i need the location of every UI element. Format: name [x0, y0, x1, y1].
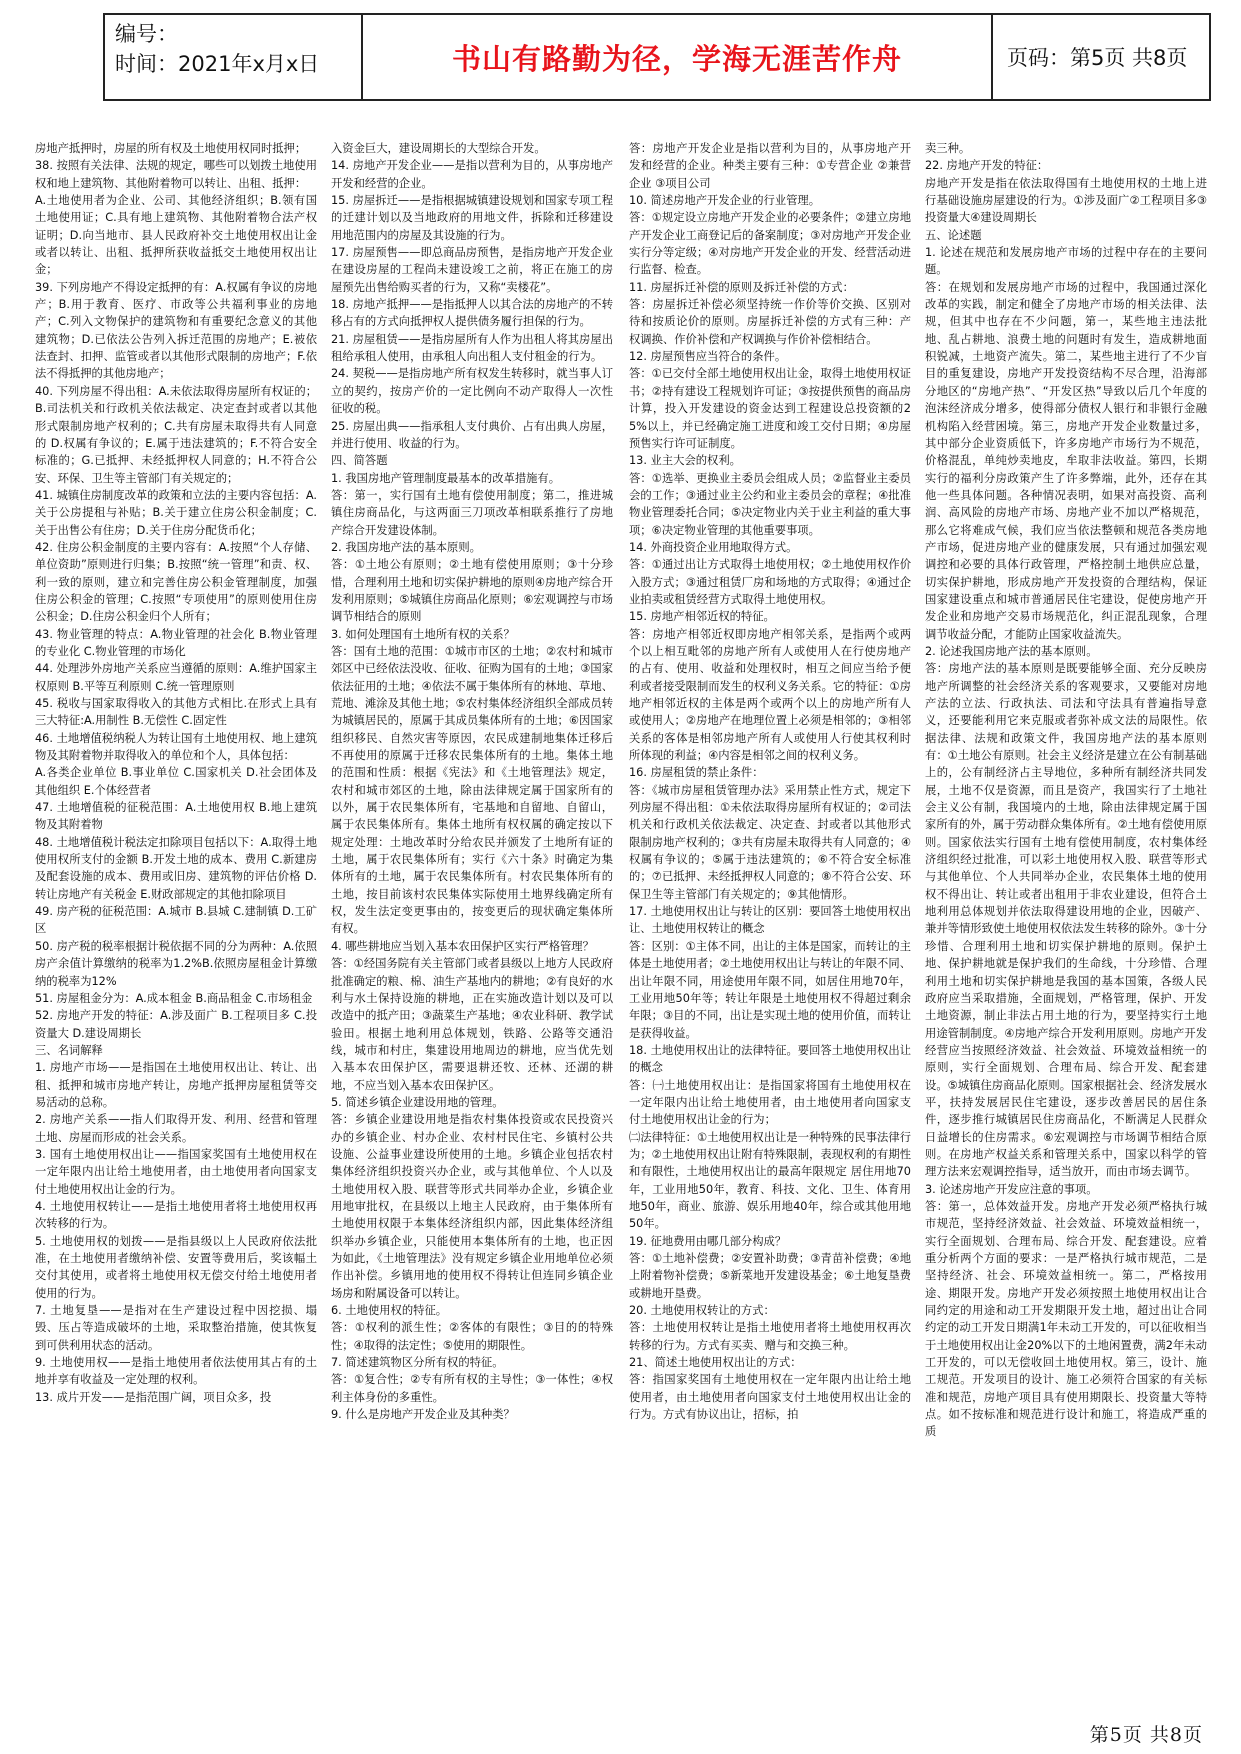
paragraph: 1. 我国房地产管理制度最基本的改革措施有。 — [331, 471, 561, 485]
paragraph: 答：①已交付全部土地使用权出让金，取得土地使用权证书；②持有建设工程规划许可证；③按提供预售的商品房计算，投入开发建设的资金达到工程建设总投资额的25%以上，并已经确定施工进度和竣工交付日期；④房屋预售实行许可证制度。 — [629, 367, 911, 450]
paragraph: 52. 房地产开发的特征：A.涉及面广 B.工程项目多 C.投资量大 D.建设周期长 — [35, 1009, 317, 1040]
paragraph: 答：土地使用权转让是指土地使用者将土地使用权再次转移的行为。方式有买卖、赠与和交换三种。 — [629, 1321, 911, 1352]
paragraph: 3. 国有土地使用权出让——指国家奖国有土地使用权在一定年限内出让给土地使用者，由土地使用者向国家支付土地使用权出让金的行为。 — [35, 1147, 317, 1196]
paragraph: 答：在规划和发展房地产市场的过程中，我国通过深化改革的实践，制定和健全了房地产市场的相关法律、法规，但其中也存在不少问题，第一，某些地主违法批地、乱占耕地、浪费土地的问题时有发生，造成耕地面积锐减，土地资产流失。第二，某些地主进行了不少盲目的重复建设，房地产开发投资结构不尽合理，沿海部分地区的“房地产热”、“开发区热”导致以后几个年度的泡沫经济成分增多，使得部分债权人银行和非银行金融机构陷入经营困境。第三，房地产开发企业数量过多，其中部分企业资质低下，许多房地产市场行为不规范，价格混乱，单纯炒卖地皮，牟取非法收益。第四，长期实行的福利分房政策产生了许多弊端，此外，还存在其他一些具体问题。各种情况表明，如果对高投资、高利润、高风险的房地产市场、房地产业不加以严格规范，那么它将难成气候，我们应当依法整顿和规范各类房地产市场，促进房地产业的健康发展，只有通过加强宏观调控和必要的具体行政管理，严格控制土地供应总量，切实保护耕地，形成房地产开发投资的合理结构，保证国家建设重点和城市普通居民住宅建设，促使房地产开发企业和房地产交易市场规范化，纠正混乱现象，合理调节收益分配，才能防止国家收益流失。 — [925, 280, 1207, 641]
paragraph: 答：《城市房屋租赁管理办法》采用禁止性方式，规定下列房屋不得出租：①未依法取得房屋所有权证的；②司法机关和行政机关依法裁定、决定查、封或者以其他形式限制房地产权利的；③共有房屋未取得共有人同意的；④权属有争议的；⑤属于违法建筑的；⑥不符合安全标准的；⑦已抵押、未经抵押权人同意的；⑧不符合公安、环保卫生等主管部门有关规定的；⑨其他情形。 — [629, 783, 911, 901]
header-meta — [105, 15, 363, 99]
text-column-3 — [629, 140, 911, 1705]
header-page-cell — [993, 15, 1209, 99]
paragraph: 答：第一，总体效益开发。房地产开发必须严格执行城市规范，坚持经济效益、社会效益、环境效益相统一，实行全面规划、合理布局、综合开发、配套建设。应着重分析两个方面的要求：一是严格执行城市规范，二是坚持经济、社会、环境效益相统一。第二，严格按用途、期限开发。房地产开发必须按照土地使用权出让合同约定的用途和动工开发期限开发土地，超过出让合同约定的动工开发日期满1年未动工开发的，可以征收相当于土地使用权出让金20%以下的土地闲置费，满2年未动工开发的，可以无偿收回土地使用权。第三，设计、施工规范。开发项目的设计、施工必须符合国家的有关标准和规范，房地产项目具有使用期限长、投资量大等特点。如不按标准和规范进行设计和施工，将造成严重的质 — [925, 1199, 1207, 1439]
document-time-label: 时间：2021年x月x日 — [115, 52, 320, 76]
paragraph: 14. 房地产开发企业——是指以营利为目的，从事房地产开发和经营的企业。 — [331, 159, 613, 190]
paragraph: 答：①权利的派生性；②客体的有限性；③目的的特殊性；④取得的法定性；⑤使用的期限性。 — [331, 1321, 613, 1352]
paragraph: 答：房地产开发企业是指以营利为目的，从事房地产开发和经营的企业。种类主要有三种：①专营企业 ②兼营企业 ③项目公司 — [629, 142, 911, 190]
paragraph: 6. 土地使用权的特征。 — [331, 1304, 448, 1318]
paragraph: 49. 房产税的征税范围：A.城市 B.县城 C.建制镇 D.工矿区 — [35, 905, 317, 936]
paragraph: ㈡法律特征：①土地使用权出让是一种特殊的民事法律行为；②土地使用权出让附有特殊限制，表现权利的有期性和有限性，土地使用权出让的最高年限规定 居住用地70年，工业用地50年，教育、科技、文化、卫生、体育用地50年，商业、旅游、娱乐用地40年，综合或其他用地50年。 — [629, 1130, 911, 1231]
paragraph: 答：㈠土地使用权出让：是指国家将国有土地使用权在一定年限内出让给土地使用者，由土地使用者向国家支付土地使用权出让金的行为； — [629, 1078, 911, 1127]
text-column-4 — [925, 140, 1207, 1705]
page-footer: 第5页 共8页 — [1089, 1724, 1203, 1746]
paragraph: 40. 下列房屋不得出租：A.未依法取得房屋所有权证的；B.司法机关和行政机关依法裁定、决定查封或者以其他形式限制房地产权利的；C.共有房屋未取得共有人同意的 D.权属有争议的；E.属于违法建筑的；F.不符合安全标准的；G.已抵押、未经抵押权人同意的；H.不符合公安、环保、卫生等主管部门有关规定的； — [35, 384, 317, 485]
paragraph: 39. 下列房地产不得设定抵押的有：A.权属有争议的房地产；B.用于教育、医疗、市政等公共福利事业的房地产；C.列入文物保护的建筑物和有重要纪念意义的其他建筑物；D.已依法公告列入拆迁范围的房地产；E.被依法查封、扣押、监管或者以其他形式限制的房地产；F.依法不得抵押的其他房地产； — [35, 280, 317, 381]
paragraph: 5. 土地使用权的划拨——是指县级以上人民政府依法批准，在土地使用者缴纳补偿、安置等费用后，奖该幅土交付其使用，或者将土地使用权无偿交付给土地使用者使用的行为。 — [35, 1234, 317, 1300]
paragraph: 42. 住房公积金制度的主要内容有：A.按照“个人存储、单位资助”原则进行归集；B.按照“统一管理”和责、权、利一致的原则，建立和完善住房公积金管理制度，加强住房公积金的管理；C.按照“专项使用”的原则使用住房公积金；D.住房公积金归个人所有； — [35, 540, 317, 624]
paragraph: 1. 论述在规范和发展房地产市场的过程中存在的主要问题。 — [925, 246, 1207, 277]
paragraph: 答：房屋拆迁补偿必须坚持统一作价等价交换、区别对待和按质论价的原则。房屋拆迁补偿的方式有三种：产权调换、作价补偿和产权调换与作价补偿相结合。 — [629, 298, 911, 346]
paragraph: 14. 外商投资企业用地取得方式。 — [629, 540, 798, 554]
paragraph: 24. 契税——是指房地产所有权发生转移时，就当事人订立的契约，按房产价的一定比例向不动产取得人一次性征收的税。 — [331, 367, 613, 416]
paragraph: 9. 什么是房地产开发企业及其种类？ — [331, 1408, 515, 1422]
paragraph: 21、简述土地使用权出让的方式： — [629, 1356, 802, 1370]
paragraph: 15. 房地产相邻近权的特征。 — [629, 610, 775, 624]
paragraph: 答：乡镇企业建设用地是指农村集体投资或农民投资兴办的乡镇企业、村办企业、农村村民住宅、乡镇村公共设施、公益事业建设所使用的土地。乡镇企业包括农村集体经济组织投资兴办企业，或与其他单位、个人以及土地使用权入股、联营等形式共同举办企业，乡镇企业用地审批权，在县级以上地主人民政府，由于集体所有土地使用权限于本集体经济组织内部，因此集体经济组织举办乡镇企业，只能使用本集体所有的土地，也正因为如此，《土地管理法》没有规定乡镇企业用地单位必须作出补偿。乡镇用地的使用权不得转让但连同乡镇企业场房和附属设备可以转让。 — [331, 1113, 613, 1300]
paragraph: 1. 房地产市场——是指国在土地使用权出让、转让、出租、抵押和城市房地产转让，房地产抵押房屋租赁等交易活动的总称。 — [35, 1061, 317, 1109]
paragraph: 答：①土地补偿费；②安置补助费；③青苗补偿费；④地上附着物补偿费；⑤新菜地开发建设基金；⑥土地复垦费或耕地开垦费。 — [629, 1252, 911, 1300]
paragraph: 21. 房屋租赁——是指房屋所有人作为出租人将其房屋出租给承租人使用，由承租人向出租人支付租金的行为。 — [331, 332, 613, 364]
paragraph: 16. 房屋租赁的禁止条件： — [629, 766, 764, 780]
paragraph: 47. 土地增值税的征税范围：A.土地使用权 B.地上建筑物及其附着物 — [35, 801, 317, 832]
paragraph: 答：①通过出让方式取得土地使用权；②土地使用权作价入股方式；③通过租赁厂房和场地的方式取得；④通过企业拍卖或租赁经营方式取得土地使用权。 — [629, 558, 911, 606]
paragraph: 48. 土地增值税计税法定扣除项目包括以下：A.取得土地使用权所支付的金额 B.开发土地的成本、费用 C.新建房及配套设施的成本、费用或旧房、建筑物的评估价格 D.转让房地产有关税金 E.财政部规定的其他扣除项目 — [35, 835, 317, 901]
paragraph: 25. 房屋出典——指承租人支付典价、占有出典人房屋，并进行使用、收益的行为。 — [331, 419, 613, 450]
paragraph: 答：第一，实行国有土地有偿使用制度；第二，推进城镇住房商品化，与这两面三刀项改革相联系推行了房地产综合开发建设体制。 — [331, 488, 613, 537]
document-number-label: 编号： — [115, 22, 178, 46]
text-column-1 — [35, 140, 317, 1705]
paragraph: 12. 房屋预售应当符合的条件。 — [629, 350, 787, 364]
paragraph: 三、名词解释 — [35, 1043, 103, 1057]
motto: 书山有路勤为径，学海无涯苦作舟 — [451, 41, 902, 76]
text-columns — [35, 140, 1207, 1705]
paragraph: 答：指国家奖国有土地使用权在一定年限内出让给土地使用者，由土地使用者向国家支付土地使用权出让金的行为。方式有协议出让，招标，拍 — [629, 1373, 911, 1422]
paragraph: 45. 税收与国家取得收入的其他方式相比.在形式上具有三大特征:A.用制性 B.无偿性 C.固定性 — [35, 697, 317, 728]
paragraph: 43. 物业管理的特点：A.物业管理的社会化 B.物业管理的专业化 C.物业管理的市场化 — [35, 627, 317, 658]
paragraph: 13. 成片开发——是指范围广阔，项目众多，投 — [35, 1390, 272, 1404]
page-indicator: 页码：第5页 共8页 — [1007, 46, 1188, 70]
paragraph: 18. 房地产抵押——是指抵押人以其合法的房地产的不转移占有的方式向抵押权人提供债务履行担保的行为。 — [331, 298, 613, 329]
paragraph: 5. 简述乡镇企业建设用地的管理。 — [331, 1095, 504, 1109]
paragraph: 50. 房产税的税率根据计税依据不同的分为两种：A.依照房产余值计算缴纳的税率为1.2%B.依照房屋租金计算缴纳的税率为12% — [35, 939, 317, 988]
paragraph: 10. 简述房地产开发企业的行业管理。 — [629, 194, 821, 208]
paragraph: 17. 土地使用权出让与转让的区别：要回答土地使用权出让、土地使用权转让的概念 — [629, 905, 911, 936]
paragraph: 22. 房地产开发的特征： — [925, 159, 1049, 173]
paragraph: 46. 土地增值税纳税人为转让国有土地使用权、地上建筑物及其附着物并取得收入的单位和个人，具体包括： — [35, 731, 317, 763]
paragraph: 4. 哪些耕地应当划入基本农田保护区实行严格管理？ — [331, 939, 594, 953]
paragraph: 五、论述题 — [925, 228, 982, 242]
paragraph: 41. 城镇住房制度改革的政策和立法的主要内容包括：A.关于公房提租与补贴；B.关于建立住房公积金制度；C.关于出售公有住房；D.关于住房分配货币化； — [35, 488, 317, 537]
paragraph: 7. 简述建筑物区分所有权的特征。 — [331, 1356, 504, 1370]
paragraph: 38. 按照有关法律、法规的规定，哪些可以划拨土地使用权和地上建筑物、其他附着物可以转让、出租、抵押： — [35, 159, 317, 190]
paragraph: 20. 土地使用权转让的方式： — [629, 1304, 775, 1318]
paragraph: 入资金巨大，建设周期长的大型综合开发。 — [331, 142, 546, 155]
paragraph: 13. 业主大会的权利。 — [629, 454, 741, 468]
paragraph: 房地产开发是指在依法取得国有土地使用权的土地上进行基础设施房屋建设的行为。①涉及面广②工程项目多③投资量大④建设周期长 — [925, 176, 1207, 225]
paragraph: 44. 处理涉外房地产关系应当遵循的原则：A.维护国家主权原则 B.平等互利原则 C.统一管理原则 — [35, 662, 317, 693]
paragraph: 答：房地产法的基本原则是既要能够全面、充分反映房地产所调整的社会经济关系的客观要求，又要能对房地产法的立法、行政执法、司法和守法具有普遍指导意义，还要能利用它来克服或者弥补成文法的局限性。依据法律、法规和政策文件，我国房地产法的基本原则有：①土地公有原则。社会主义经济是建立在公有制基础上的，公有制经济占主导地位，多种所有制经济共同发展，土地不仅是资源，而且是资产，我国实行了土地社会主义公有制，我国境内的土地，除由法律规定属于国家所有的外，属于劳动群众集体所有。②土地有偿使用原则。国家依法实行国有土地有偿使用制度，农村集体经济组织经过批准，可以彩土地使用权入股、联营等形式与其他单位、个人共同举办企业，农民集体土地的使用权不得出让、转让或者出租用于非农业建设，但符合土地利用总体规划并依法取得建设用地的企业，因破产、兼并等情形致使土地使用权依法发生转移的除外。③十分珍惜、合理利用土地和切实保护耕地的原则。保护土地、保护耕地就是保护我们的生命线，十分珍惜、合理利用土地和切实保护耕地是我国的基本国策，各级人民政府应当采取措施，全面规划，严格管理，保护、开发土地资源，制止非法占用土地的行为，要坚持实行土地用途管制制度。④房地产综合开发利用原则。房地产开发经营应当按照经济效益、社会效益、环境效益相统一的原则，实行全面规划、合理布局、综合开发、配套建设。⑤城镇住房商品化原则。国家根据社会、经济发展水平，扶持发展居民住宅建设，逐步改善居民的居住条件，逐步推行城镇居民住房商品化，不断满足人民群众日益增长的住房需求。⑥宏观调控与市场调节相结合原则。在房地产权益关系和管理关系中，国家以科学的管理方法来宏观调控指导，适当放开，而由市场去调节。 — [925, 662, 1207, 1179]
paragraph: 四、简答题 — [331, 454, 388, 468]
paragraph: 7. 土地复垦——是指对在生产建设过程中因挖损、塌毁、压占等造成破坏的土地，采取整治措施，使其恢复到可供利用状态的活动。 — [35, 1304, 317, 1352]
paragraph: 答：①复合性；②专有所有权的主导性；③一体性；④权利主体身份的多重性。 — [331, 1373, 613, 1404]
paragraph: 3. 论述房地产开发应注意的事项。 — [925, 1182, 1098, 1196]
paragraph: A.土地使用者为企业、公司、其他经济组织；B.领有国土地使用证；C.具有地上建筑物、其他附着物合法产权证明；D.向当地市、县人民政府补交土地使用权出让金或者以转让、出租、抵押所获收益抵交土地使用权出让金； — [35, 194, 317, 277]
paragraph: 17. 房屋预售——即总商品房预售，是指房地产开发企业在建设房屋的工程尚未建设竣工之前，将正在施工的房屋预先出售给购买者的行为，又称“卖楼花”。 — [331, 246, 613, 294]
page-header — [103, 13, 1211, 101]
paragraph: 答：①土地公有原则；②土地有偿使用原则；③十分珍惜，合理利用土地和切实保护耕地的原则④房地产综合开发利用原则；⑤城镇住房商品化原则；⑥宏观调控与市场调节相结合的原则 — [331, 558, 613, 624]
paragraph: 15. 房屋拆迁——是指根据城镇建设规划和国家专项工程的迁建计划以及当地政府的用地文件，拆除和迁移建设用地范围内的房屋及其设施的行为。 — [331, 194, 613, 242]
paragraph: 答：①选举、更换业主委员会组成人员；②监督业主委员会的工作；③通过业主公约和业主委员会的章程；④批准物业管理委托合同；⑤决定物业内关于业主利益的重大事项；⑥决定物业管理的其他重要事项。 — [629, 471, 911, 537]
paragraph: 4. 土地使用权转让——是指土地使用者将土地使用权再次转移的行为。 — [35, 1199, 317, 1231]
paragraph: 11. 房屋拆迁补偿的原则及拆迁补偿的方式： — [629, 280, 854, 294]
paragraph: 2. 房地产关系——指人们取得开发、利用、经营和管理土地、房屋而形成的社会关系。 — [35, 1113, 317, 1144]
paragraph: 答：区别：①主体不同，出让的主体是国家，而转让的主体是土地使用者；②土地使用权出让与转让的年限不同、出让年限不同，用途使用年限不同，如居住用地70年，工业用地50年等；转让年限是土地使用权不得超过剩余年限；③目的不同，出让是实现土地的使用价值，而转让是获得收益。 — [629, 939, 911, 1040]
paragraph: 卖三种。 — [925, 142, 971, 155]
paragraph: 答：①规定设立房地产开发企业的必要条件；②建立房地产开发企业工商登记后的备案制度；③对房地产开发企业实行分等定级；④对房地产开发企业的开发、经营活动进行监督、检查。 — [629, 211, 911, 277]
paragraph: 9. 土地使用权——是指土地使用者依法使用其占有的土地并享有收益及一定处理的权利。 — [35, 1356, 317, 1387]
paragraph: 18. 土地使用权出让的法律特征。要回答土地使用权出让的概念 — [629, 1043, 911, 1075]
paragraph: A.各类企业单位 B.事业单位 C.国家机关 D.社会团体及其他组织 E.个体经营者 — [35, 766, 317, 797]
paragraph: 房地产抵押时，房屋的所有权及土地使用权同时抵押； — [35, 142, 307, 155]
paragraph: 3. 如何处理国有土地所有权的关系？ — [331, 627, 515, 641]
header-motto-cell — [363, 15, 993, 99]
paragraph: 答：①经国务院有关主管部门或者县级以上地方人民政府批准确定的粮、棉、油生产基地内的耕地；②有良好的水利与水土保持设施的耕地，正在实施改造计划以及可以改造中的抵产田；③蔬菜生产基地；④农业科研、教学试验田。根据土地利用总体规划，铁路、公路等交通沿线，城市和村庄，集建设用地周边的耕地，应当优先划入基本农田保护区，需要退耕还牧、还林、还湖的耕地，不应当划入基本农田保护区。 — [331, 957, 613, 1092]
paragraph: 答：房地产相邻近权即房地产相邻关系，是指两个或两个以上相互毗邻的房地产所有人或使用人在行使房地产的占有、使用、收益和处理权时，相互之间应当给予便利或者接受限制而发生的权利义务关系。它的特征：①房地产相邻近权的主体是两个或两个以上的房地产所有人或使用人；②房地产在地理位置上必须是相邻的；③相邻关系的客体是相邻房地产所有人或使用人行使其权利时所体现的利益；④内容是相邻之间的权利义务。 — [629, 627, 911, 763]
paragraph: 51. 房屋租金分为：A.成本租金 B.商品租金 C.市场租金 — [35, 991, 313, 1005]
paragraph: 答：国有土地的范围：①城市市区的土地；②农村和城市郊区中已经依法没收、征收、征购为国有的土地；③国家依法征用的土地；④依法不属于集体所有的林地、草地、荒地、滩涂及其他土地；⑤农村集体经济组织全部成员转为城镇居民的，原属于其成员集体所有的土地；⑥因国家组织移民、自然灾害等原因，农民成建制地集体迁移后不再使用的原属于迁移农民集体所有的土地。集体土地的范围和性质：根据《宪法》和《土地管理法》规定，农村和城市郊区的土地，除由法律规定属于国家所有的以外，属于农民集体所有，宅基地和自留地、自留山，属于农民集体所有。集体土地所有权权属的确定按以下规定处理：土地改革时分给农民并颁发了土地所有证的土地，属于农民集体所有；实行《六十条》时确定为集体所有的土地，属于农民集体所有。村农民集体所有的土地，按目前该村农民集体实际使用土地界线确定所有权，发生法定变更事由的，按变更后的现状确定集体所有权。 — [331, 644, 613, 936]
text-column-2 — [331, 140, 613, 1705]
paragraph: 2. 我国房地产法的基本原则。 — [331, 540, 481, 554]
paragraph: 19. 征地费用由哪几部分构成？ — [629, 1234, 787, 1248]
paragraph: 2. 论述我国房地产法的基本原则。 — [925, 644, 1098, 658]
